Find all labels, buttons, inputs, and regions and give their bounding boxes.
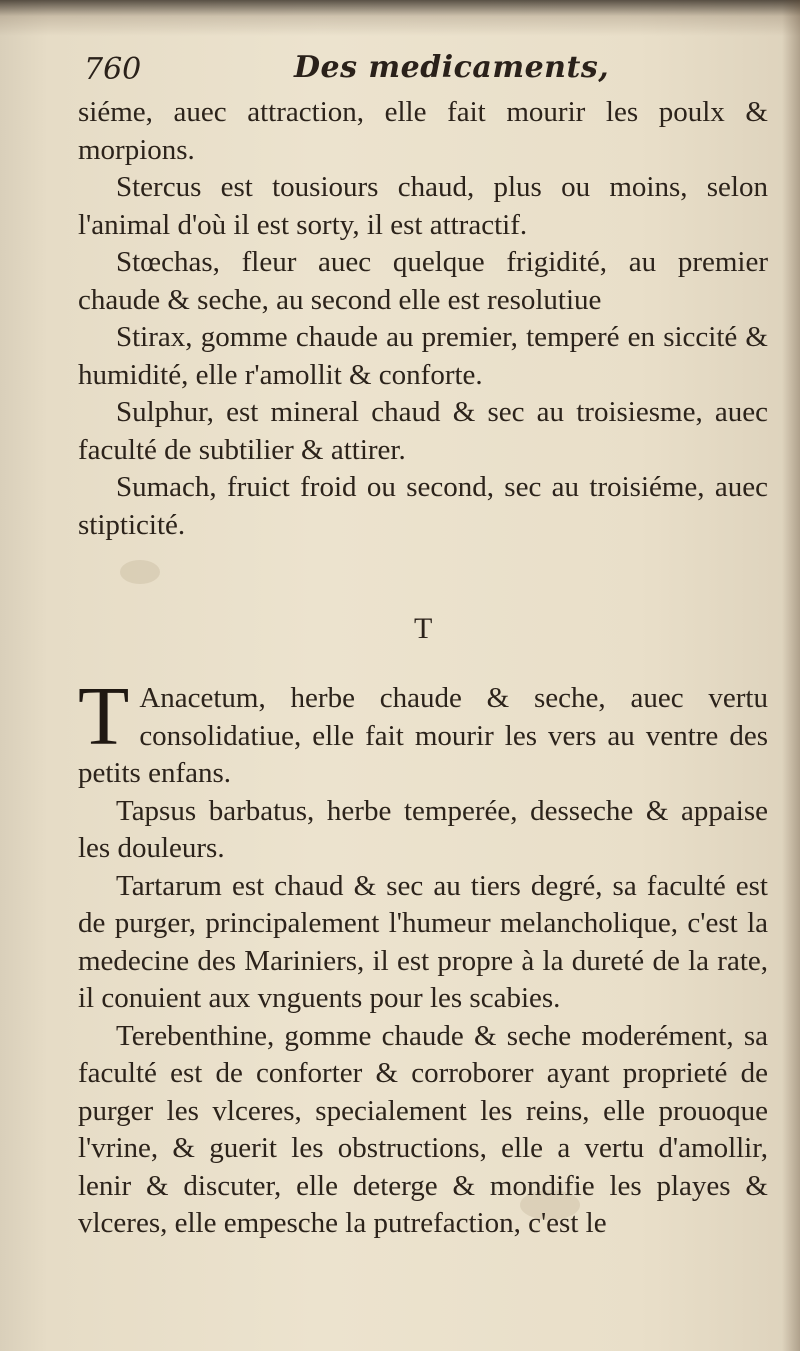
section-letter-t: T xyxy=(414,612,433,645)
section-t-text xyxy=(78,670,768,1243)
entry-stoechas: Stœchas, fleur auec quelque frigidité, au premier chaude & seche, au second elle est resolutiue xyxy=(78,246,768,316)
entry-sulphur: Sulphur, est mineral chaud & sec au troisiesme, auec faculté de subtilier & attirer. xyxy=(78,396,768,466)
entry-stirax: Stirax, gomme chaude au premier, temperé en siccité & humidité, elle r'amollit & conforte. xyxy=(78,321,768,391)
entry-sumach: Sumach, fruict froid ou second, sec au troisiéme, auec stipticité. xyxy=(78,471,768,541)
entry-stercus: Stercus est tousiours chaud, plus ou moins, selon l'animal d'où il est sorty, il est attractif. xyxy=(78,171,768,241)
page-top-shadow xyxy=(0,0,800,36)
continued-entry: siéme, auec attraction, elle fait mourir les poulx & morpions. xyxy=(78,96,768,166)
page-number: 760 xyxy=(84,52,142,87)
entry-tartarum: Tartarum est chaud & sec au tiers degré, sa faculté est de purger, principalement l'humeur melancholique, c'est la medecine des Mariniers, il est propre à la dureté de la rate, il conuient aux vnguents pour les scabies. xyxy=(78,869,768,1014)
entry-tanacetum xyxy=(78,670,768,793)
page-edge-shadow xyxy=(782,0,800,1351)
section-s-text xyxy=(78,94,768,544)
entry-tanacetum-text: Anacetum, herbe chaude & seche, auec vertu consolidatiue, elle fait mourir les vers au ventre des petits enfans. xyxy=(78,682,768,789)
entry-tapsus: Tapsus barbatus, herbe temperée, desseche & appaise les douleurs. xyxy=(78,794,768,864)
paper-stain xyxy=(120,560,160,584)
running-head xyxy=(84,48,744,94)
drop-cap-letter: T xyxy=(78,670,130,763)
running-title: Des medicaments, xyxy=(294,50,610,85)
entry-terebenthine: Terebenthine, gomme chaude & seche moderément, sa faculté est de conforter & corroborer ayant proprieté de purger les vlceres, specialement les reins, elle prouoque l'vrine, & guerit les obstructions, elle a vertu d'amollir, lenir & discuter, elle deterge & mondifie les playes & vlceres, elle empesche la putrefaction, c'est le xyxy=(78,1019,768,1239)
